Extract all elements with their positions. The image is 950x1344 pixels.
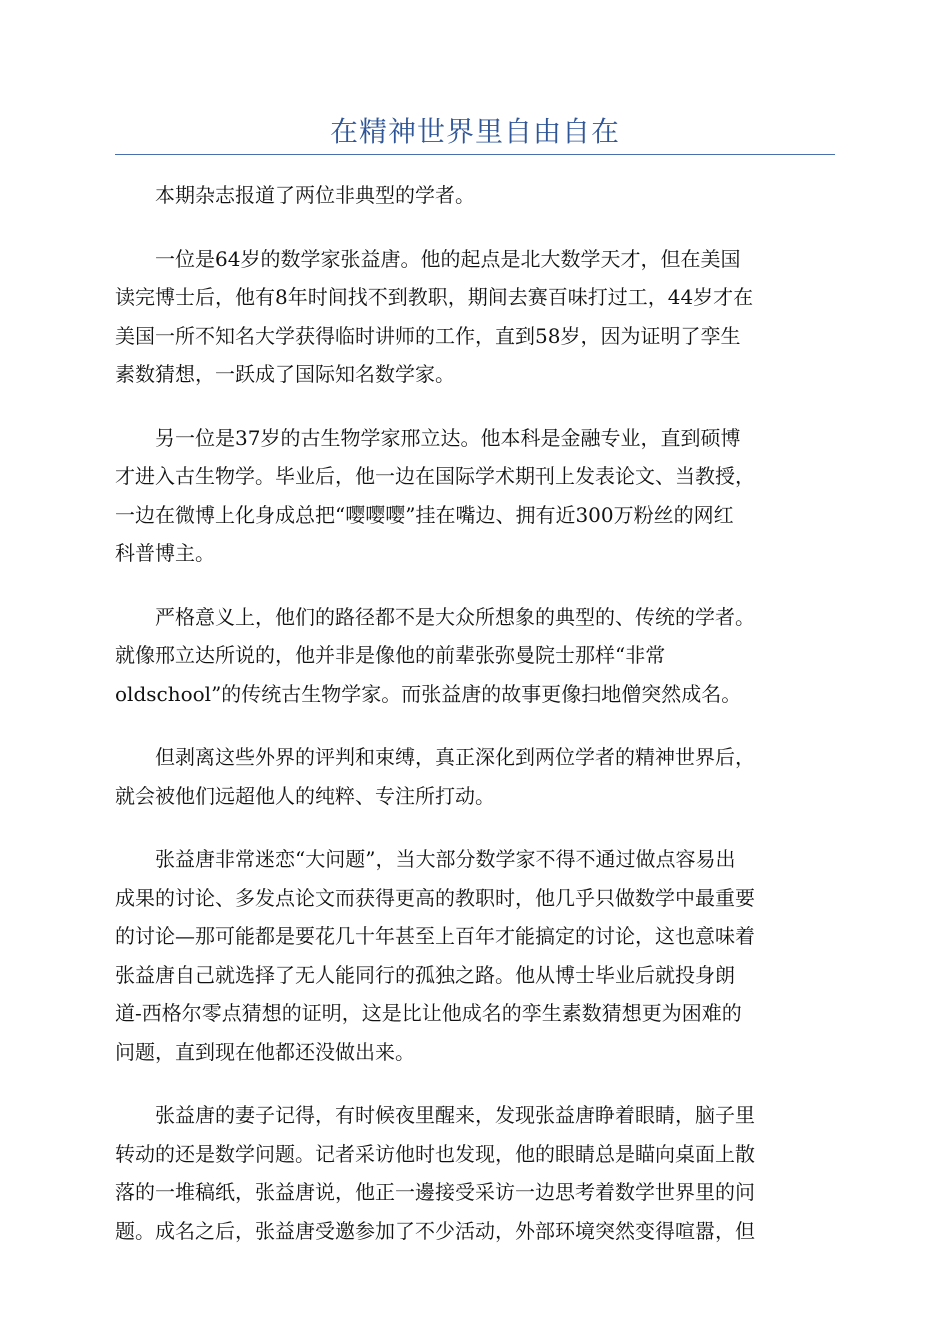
paragraph bbox=[115, 738, 835, 815]
paragraph-line: 张益唐的妻子记得，有时候夜里醒来，发现张益唐睁着眼睛，脑子里 bbox=[155, 1103, 755, 1127]
title-block bbox=[115, 112, 835, 156]
paragraph-line: 成果的讨论、多发点论文而获得更高的教职时，他几乎只做数学中最重要 bbox=[115, 885, 755, 910]
paragraph bbox=[115, 598, 835, 714]
paragraph-line: 一位是64岁的数学家张益唐。他的起点是北大数学天才，但在美国 bbox=[155, 246, 741, 271]
paragraph-line: 严格意义上，他们的路径都不是大众所想象的典型的、传统的学者。 bbox=[155, 604, 755, 629]
paragraph bbox=[115, 240, 835, 394]
paragraph-line: 一边在微博上化身成总把“嘤嘤嘤”挂在嘴边、拥有近300万粉丝的网红 bbox=[115, 502, 734, 527]
document-title: 在精神世界里自由自在 bbox=[329, 115, 620, 148]
paragraph-line: 张益唐自己就选择了无人能同行的孤独之路。他从博士毕业后就投身朗 bbox=[115, 962, 735, 987]
article-body bbox=[115, 176, 835, 1275]
paragraph-line: 题。成名之后，张益唐受邀参加了不少活动，外部环境突然变得喧嚣，但 bbox=[115, 1218, 755, 1243]
paragraph-line: 读完博士后，他有8年时间找不到教职，期间去赛百味打过工，44岁才在 bbox=[115, 285, 754, 309]
paragraph-line: 科普博主。 bbox=[115, 541, 215, 565]
paragraph bbox=[115, 419, 835, 573]
paragraph-line: 落的一堆稿纸，张益唐说，他正一邊接受采访一边思考着数学世界里的问 bbox=[115, 1180, 755, 1204]
paragraph-line: 问题，直到现在他都还没做出来。 bbox=[115, 1039, 415, 1064]
paragraph-line: 张益唐非常迷恋“大问题”，当大部分数学家不得不通过做点容易出 bbox=[155, 847, 736, 871]
paragraph-line: 就像邢立达所说的，他并非是像他的前辈张弥曼院士那样“非常 bbox=[115, 643, 666, 667]
paragraph-line: 才进入古生物学。毕业后，他一边在国际学术期刊上发表论文、当教授， bbox=[115, 464, 755, 488]
paragraph bbox=[115, 176, 835, 215]
title-underline bbox=[115, 154, 835, 155]
paragraph-line: 转动的还是数学问题。记者采访他时也发现，他的眼睛总是瞄向桌面上散 bbox=[115, 1141, 755, 1166]
paragraph-line: oldschool”的传统古生物学家。而张益唐的故事更像扫地僧突然成名。 bbox=[115, 681, 742, 706]
paragraph-line: 的讨论—那可能都是要花几十年甚至上百年才能搞定的讨论，这也意味着 bbox=[115, 924, 755, 948]
paragraph-line: 素数猜想，一跃成了国际知名数学家。 bbox=[115, 362, 455, 386]
paragraph bbox=[115, 1096, 835, 1250]
paragraph-line: 道-西格尔零点猜想的证明，这是比让他成名的孪生素数猜想更为困难的 bbox=[115, 1001, 742, 1025]
paragraph-line: 美国一所不知名大学获得临时讲师的工作，直到58岁，因为证明了孪生 bbox=[115, 323, 741, 348]
paragraph-line: 就会被他们远超他人的纯粹、专注所打动。 bbox=[115, 783, 495, 808]
paragraph-line: 但剥离这些外界的评判和束缚，真正深化到两位学者的精神世界后， bbox=[155, 745, 755, 769]
paragraph bbox=[115, 840, 835, 1071]
paragraph-line: 本期杂志报道了两位非典型的学者。 bbox=[155, 183, 475, 207]
paragraph-line: 另一位是37岁的古生物学家邢立达。他本科是金融专业，直到硕博 bbox=[155, 425, 741, 450]
